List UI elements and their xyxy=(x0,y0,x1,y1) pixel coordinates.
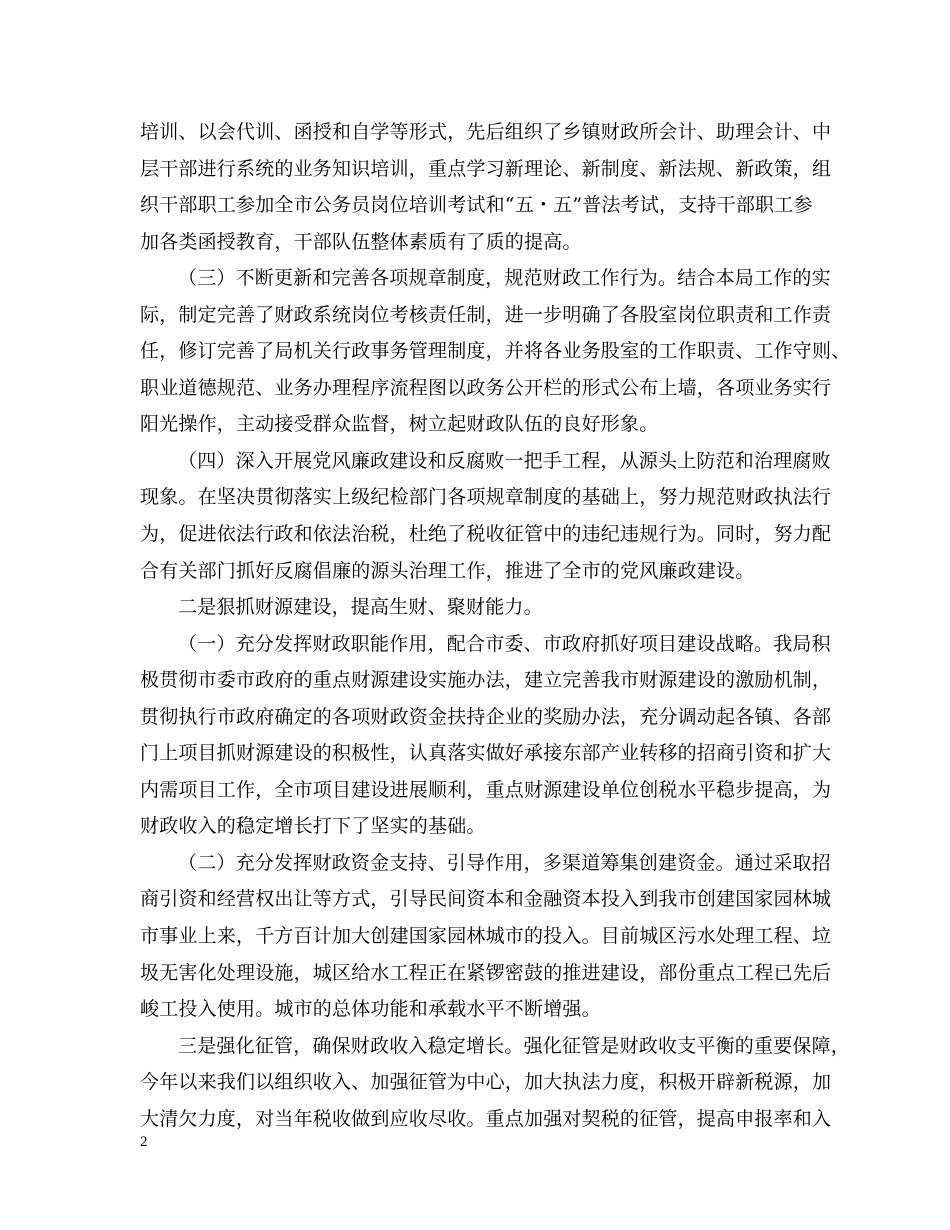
text-line: 极贯彻市委市政府的重点财源建设实施办法，建立完善我市财源建设的激励机制， xyxy=(140,669,832,692)
text-line: 阳光操作，主动接受群众监督，树立起财政队伍的良好形象。 xyxy=(140,413,659,436)
text-line: 贯彻执行市政府确定的各项财政资金扶持企业的奖励办法，充分调动起各镇、各部 xyxy=(140,705,832,728)
text-line: 财政收入的稳定增长打下了坚实的基础。 xyxy=(140,815,486,838)
text-line: 内需项目工作，全市项目建设进展顺利，重点财源建设单位创税水平稳步提高，为 xyxy=(140,778,832,801)
text-line: 加各类函授教育，干部队伍整体素质有了质的提高。 xyxy=(140,230,582,253)
text-line: 际，制定完善了财政系统岗位考核责任制，进一步明确了各股室岗位职责和工作责 xyxy=(140,303,832,326)
paragraph-first-line: （二）充分发挥财政资金支持、引导作用，多渠道筹集创建资金。通过采取招 xyxy=(178,851,831,874)
paragraph-first-line: 三是强化征管，确保财政收入稳定增长。强化征管是财政收支平衡的重要保障， xyxy=(178,1034,851,1057)
text-line: 合有关部门抓好反腐倡廉的源头治理工作，推进了全市的党风廉政建设。 xyxy=(140,559,755,582)
document-body xyxy=(140,114,851,1137)
paragraph-first-line: （三）不断更新和完善各项规章制度，规范财政工作行为。结合本局工作的实 xyxy=(178,267,831,290)
text-line: 任，修订完善了局机关行政事务管理制度，并将各业务股室的工作职责、工作守则、 xyxy=(140,340,851,363)
paragraph-first-line: （一）充分发挥财政职能作用，配合市委、市政府抓好项目建设战略。我局积 xyxy=(178,632,831,655)
text-line: 现象。在坚决贯彻落实上级纪检部门各项规章制度的基础上，努力规范财政执法行 xyxy=(140,486,832,509)
text-line: 职业道德规范、业务办理程序流程图以政务公开栏的形式公布上墙，各项业务实行 xyxy=(140,376,832,399)
page-number: 2 xyxy=(140,1134,148,1150)
paragraph-first-line: （四）深入开展党风廉政建设和反腐败一把手工程，从源头上防范和治理腐败 xyxy=(178,449,831,472)
text-line: 织干部职工参加全市公务员岗位培训考试和“五・五”普法考试，支持干部职工参 xyxy=(140,194,813,217)
text-line: 为，促进依法行政和依法治税，杜绝了税收征管中的违纪违规行为。同时，努力配 xyxy=(140,523,832,546)
text-line: 门上项目抓财源建设的积极性，认真落实做好承接东部产业转移的招商引资和扩大 xyxy=(140,742,832,765)
text-line: 峻工投入使用。城市的总体功能和承载水平不断增强。 xyxy=(140,998,601,1021)
text-line: 今年以来我们以组织收入、加强征管为中心，加大执法力度，积极开辟新税源，加 xyxy=(140,1071,832,1094)
text-line: 市事业上来，千方百计加大创建国家园林城市的投入。目前城区污水处理工程、垃 xyxy=(140,925,832,948)
text-line: 培训、以会代训、函授和自学等形式，先后组织了乡镇财政所会计、助理会计、中 xyxy=(140,121,832,143)
text-line: 圾无害化处理设施，城区给水工程正在紧锣密鼓的推进建设，部份重点工程已先后 xyxy=(140,961,832,984)
text-line: 层干部进行系统的业务知识培训，重点学习新理论、新制度、新法规、新政策，组 xyxy=(140,157,832,180)
section-heading-line: 二是狠抓财源建设，提高生财、聚财能力。 xyxy=(178,596,543,619)
text-line: 大清欠力度，对当年税收做到应收尽收。重点加强对契税的征管，提高申报率和入 xyxy=(140,1107,832,1130)
text-line: 商引资和经营权出让等方式，引导民间资本和金融资本投入到我市创建国家园林城 xyxy=(140,888,832,911)
